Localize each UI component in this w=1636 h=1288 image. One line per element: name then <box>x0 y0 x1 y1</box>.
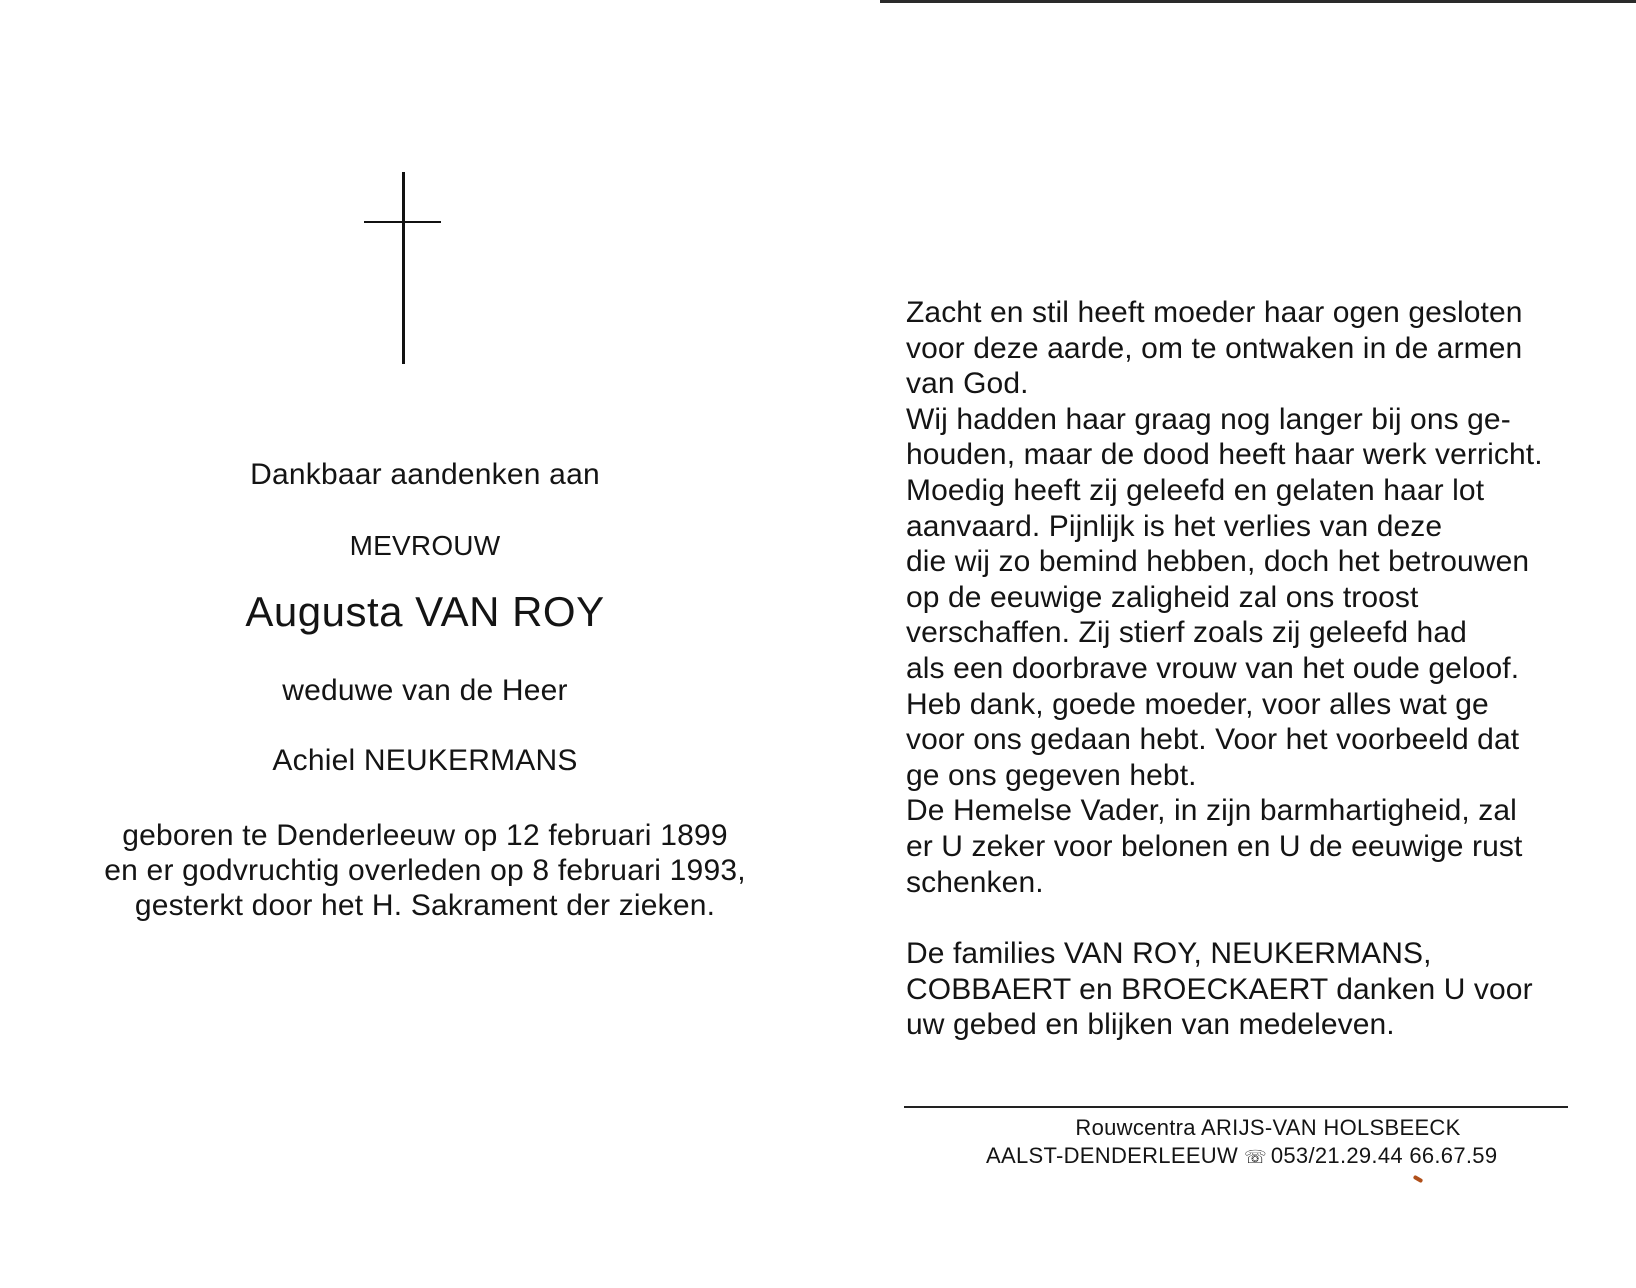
text-line: er U zeker voor belonen en U de eeuwige rust <box>906 829 1523 863</box>
top-edge-rule <box>880 0 1636 3</box>
telephone-icon: ☏ <box>1244 1147 1267 1167</box>
cross-vertical-bar <box>402 172 405 364</box>
text-line: als een doorbrave vrouw van het oude geloof. <box>906 651 1520 685</box>
funeral-home-name: Rouwcentra ARIJS-VAN HOLSBEECK <box>1075 1115 1461 1140</box>
family-line: COBBAERT en BROECKAERT danken U voor <box>906 972 1533 1006</box>
text-line: schenken. <box>906 865 1044 899</box>
widow-of-text: weduwe van de Heer <box>282 674 568 707</box>
birth-death-details <box>80 818 770 923</box>
text-line: aanvaard. Pijnlijk is het verlies van deze <box>906 509 1443 543</box>
text-line: Heb dank, goede moeder, voor alles wat ge <box>906 687 1489 721</box>
family-line: De families VAN ROY, NEUKERMANS, <box>906 937 1432 970</box>
text-line: houden, maar de dood heeft haar werk verricht. <box>906 438 1543 472</box>
text-line: Wij hadden haar graag nog langer bij ons ge- <box>906 402 1511 436</box>
funeral-home-phones: 053/21.29.44 66.67.59 <box>1270 1143 1498 1168</box>
text-line: ge ons gegeven hebt. <box>906 758 1197 792</box>
funeral-home-contact <box>986 1143 1546 1169</box>
funeral-home-place: AALST-DENDERLEEUW <box>986 1143 1239 1168</box>
text-line: Zacht en stil heeft moeder haar ogen gesloten <box>906 296 1523 329</box>
text-line: van God. <box>906 367 1029 401</box>
text-line: De Hemelse Vader, in zijn barmhartigheid, zal <box>906 794 1517 828</box>
husband-name: Achiel NEUKERMANS <box>272 744 578 777</box>
print-speck <box>1413 1175 1424 1183</box>
text-line: voor deze aarde, om te ontwaken in de armen <box>906 331 1523 365</box>
family-thanks <box>906 936 1566 1043</box>
text-line: die wij zo bemind hebben, doch het betrouwen <box>906 545 1530 579</box>
death-line: en er godvruchtig overleden op 8 februari 1993, <box>104 854 746 887</box>
cross-horizontal-bar <box>364 221 441 223</box>
deceased-name: Augusta VAN ROY <box>245 588 605 635</box>
family-line: uw gebed en blijken van medeleven. <box>906 1008 1395 1042</box>
birth-line: geboren te Denderleeuw op 12 februari 1899 <box>122 819 728 852</box>
deceased-title: MEVROUW <box>349 530 501 561</box>
text-line: Moedig heeft zij geleefd en gelaten haar lot <box>906 473 1485 507</box>
text-line: verschaffen. Zij stierf zoals zij geleefd had <box>906 616 1467 650</box>
memorial-intro: Dankbaar aandenken aan <box>250 458 600 491</box>
text-line: op de eeuwige zaligheid zal ons troost <box>906 580 1419 614</box>
memorial-text <box>906 295 1566 900</box>
footer-divider <box>904 1106 1568 1108</box>
sacrament-line: gesterkt door het H. Sakrament der zieken. <box>134 889 716 922</box>
text-line: voor ons gedaan hebt. Voor het voorbeeld dat <box>906 723 1520 757</box>
